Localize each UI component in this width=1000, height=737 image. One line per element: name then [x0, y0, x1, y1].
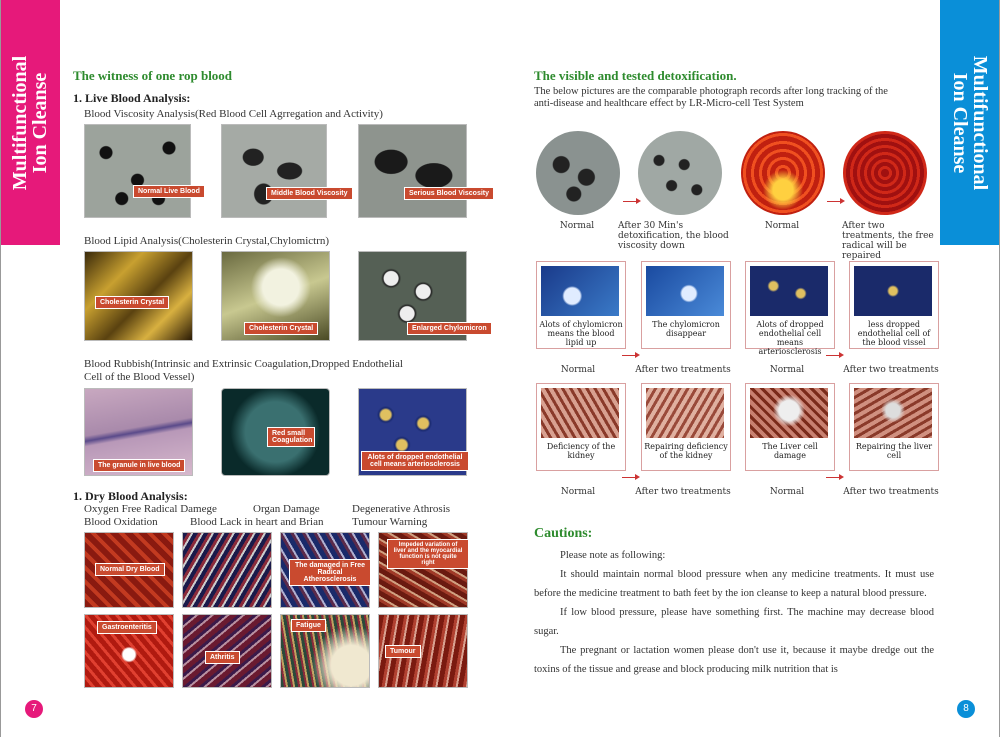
- left-sidebar-band: [0, 0, 60, 245]
- row3-label-3: Normal: [769, 487, 805, 497]
- label-athritis: Athritis: [205, 651, 240, 664]
- row3-label-2: After two treatments: [635, 487, 731, 497]
- photo-gastroenteritis: [84, 614, 174, 688]
- photo-red-small-coagulation: [221, 388, 330, 476]
- left-sidebar-title: [10, 55, 50, 189]
- card-kidney-normal: [536, 383, 626, 471]
- dry-blood-heading: 1. Dry Blood Analysis:: [73, 489, 188, 503]
- card-caption: Alots of chylomicron means the blood lipid up: [539, 320, 623, 347]
- card-image: [854, 266, 932, 316]
- circle-normal-1: [536, 131, 620, 215]
- photo-fatigue: [280, 614, 370, 688]
- caution-paragraph-3: If low blood pressure, please have something first. The machine may decrease blood sugar.: [534, 607, 934, 637]
- sidebar-title-line1: Multifunctional: [969, 55, 991, 190]
- photo-cholesterin-crystal-2: [221, 251, 330, 341]
- photo-normal-live-blood: [84, 124, 200, 218]
- dry-caption-3: Degenerative Athrosis: [352, 503, 451, 515]
- label-red-small-coagulation: Red small Coagulation: [267, 427, 315, 447]
- caution-paragraph-1: Please note as following:: [560, 550, 666, 561]
- viscosity-caption: Blood Viscosity Analysis(Red Blood Cell Agrregation and Activity): [84, 108, 383, 120]
- cautions-title: Cautions:: [534, 526, 593, 541]
- arrow-1: [623, 201, 637, 202]
- label-cholesterin-crystal-1: Cholesterin Crystal: [95, 296, 169, 309]
- label-normal-live-blood: Normal Live Blood: [133, 185, 205, 198]
- label-free-radical-atherosclerosis: The damaged in Free Radical Atherosclerosis: [289, 559, 371, 586]
- card-endothelial-after: [849, 261, 939, 349]
- rubbish-caption-line1: Blood Rubbish(Intrinsic and Extrinsic Coagulation,Dropped Endothelial: [84, 358, 403, 370]
- card-image: [750, 388, 828, 438]
- dry-caption-4: Blood Oxidation: [84, 516, 158, 528]
- arrow-3: [622, 355, 636, 356]
- label-middle-viscosity: Middle Blood Viscosity: [266, 187, 353, 200]
- left-page-title: The witness of one rop blood: [73, 68, 233, 83]
- photo-athritis: [182, 614, 272, 688]
- photo-serious-viscosity: [358, 124, 490, 218]
- photo-oxygen-damage: [182, 532, 272, 608]
- cautions-body: [534, 546, 934, 679]
- card-caption: Alots of dropped endothelial cell means arteriosclerosis: [756, 320, 824, 356]
- label-serious-viscosity: Serious Blood Viscosity: [404, 187, 494, 200]
- card-image: [541, 388, 619, 438]
- page-number-right: 8: [957, 700, 975, 718]
- rubbish-caption-line2: Cell of the Blood Vessel): [84, 371, 195, 383]
- arrow-2: [827, 201, 841, 202]
- card-chylomicron-normal: [536, 261, 626, 349]
- right-sidebar-band: [940, 0, 1000, 245]
- arrow-5: [622, 477, 636, 478]
- circle-label-2: After 30 Min's detoxification, the blood viscosity down: [618, 221, 729, 251]
- card-caption: Deficiency of the kidney: [546, 442, 616, 460]
- sidebar-title-line2: Ion Cleanse: [29, 72, 51, 173]
- label-fatigue: Fatigue: [291, 619, 326, 632]
- card-liver-normal: [745, 383, 835, 471]
- dry-caption-1: Oxygen Free Radical Damege: [84, 503, 217, 515]
- card-kidney-after: [641, 383, 731, 471]
- label-normal-dry-blood: Normal Dry Blood: [95, 563, 165, 576]
- sidebar-title-line2: Ion Cleanse: [949, 72, 971, 173]
- rubbish-caption: [84, 358, 403, 384]
- sidebar-title-line1: Multifunctional: [9, 55, 31, 190]
- dry-caption-6: Tumour Warning: [352, 516, 428, 528]
- card-caption: Repairing deficiency of the kidney: [644, 442, 728, 460]
- card-caption: less dropped endothelial cell of the blood vissel: [857, 320, 931, 347]
- live-blood-heading: 1. Live Blood Analysis:: [73, 91, 191, 105]
- circle-label-1: Normal: [559, 221, 595, 231]
- label-tumour: Tumour: [385, 645, 421, 658]
- photo-cholesterin-crystal-1: [84, 251, 193, 341]
- circle-after-30min: [638, 131, 722, 215]
- caution-paragraph-2: It should maintain normal blood pressure when any medicine treatments. It must use before the medicine treatment to bath feet by the ion cleanse to keep a natural blood pressure.: [534, 569, 934, 599]
- label-granule-live-blood: The granule in live blood: [93, 459, 185, 472]
- circle-label-3: Normal: [764, 221, 800, 231]
- photo-normal-dry-blood: [84, 532, 174, 608]
- label-liver-myocardial: Impeded variation of liver and the myocardial function is not quite right: [387, 539, 469, 569]
- card-chylomicron-after: [641, 261, 731, 349]
- label-dropped-endothelial: Alots of dropped endothelial cell means arteriosclerosis: [361, 451, 469, 471]
- card-endothelial-normal: [745, 261, 835, 356]
- arrow-4: [826, 355, 840, 356]
- lipid-caption: Blood Lipid Analysis(Cholesterin Crystal,Chylomictrn): [84, 235, 330, 247]
- row2-label-1: Normal: [560, 365, 596, 375]
- card-image: [750, 266, 828, 316]
- circle-after-two-treatments: [843, 131, 927, 215]
- card-liver-after: [849, 383, 939, 471]
- right-page-title: The visible and tested detoxification.: [534, 68, 737, 83]
- caution-paragraph-4: The pregnant or lactation women please don't use it, because it maybe dredge out the toxins of the tissue and grease and block producing milk nutrition that is: [534, 645, 934, 675]
- page-number-left: 7: [25, 700, 43, 718]
- photo-tumour: [378, 614, 468, 688]
- right-sidebar-title: [950, 55, 990, 189]
- dry-caption-2: Organ Damage: [253, 503, 320, 515]
- card-caption: The chylomicron disappear: [652, 320, 720, 338]
- page-left-border: [0, 0, 1, 737]
- card-image: [646, 388, 724, 438]
- card-caption: Repairing the liver cell: [855, 442, 933, 460]
- card-image: [854, 388, 932, 438]
- card-caption: The Liver cell damage: [762, 442, 818, 460]
- card-image: [646, 266, 724, 316]
- photo-free-radical-atherosclerosis: [280, 532, 370, 608]
- photo-dropped-endothelial: [358, 388, 467, 476]
- arrow-6: [826, 477, 840, 478]
- row3-label-4: After two treatments: [843, 487, 939, 497]
- label-gastroenteritis: Gastroenteritis: [97, 621, 157, 634]
- circle-label-4: After two treatments, the free radical will be repaired: [842, 221, 934, 261]
- label-enlarged-chylomicron: Enlarged Chylomicron: [407, 322, 492, 335]
- card-image: [541, 266, 619, 316]
- photo-granule-live-blood: [84, 388, 193, 476]
- right-intro: The below pictures are the comparable photograph records after long tracking of the anti-disease and healthcare effect by LR-Micro-cell Test System: [534, 86, 888, 109]
- row2-label-3: Normal: [769, 365, 805, 375]
- row2-label-4: After two treatments: [843, 365, 939, 375]
- label-cholesterin-crystal-2: Cholesterin Crystal: [244, 322, 318, 335]
- photo-liver-myocardial: [378, 532, 468, 608]
- row3-label-1: Normal: [560, 487, 596, 497]
- photo-enlarged-chylomicron: [358, 251, 487, 341]
- circle-normal-2: [741, 131, 825, 215]
- dry-caption-5: Blood Lack in heart and Brian: [190, 516, 324, 528]
- photo-middle-viscosity: [221, 124, 348, 218]
- row2-label-2: After two treatments: [635, 365, 731, 375]
